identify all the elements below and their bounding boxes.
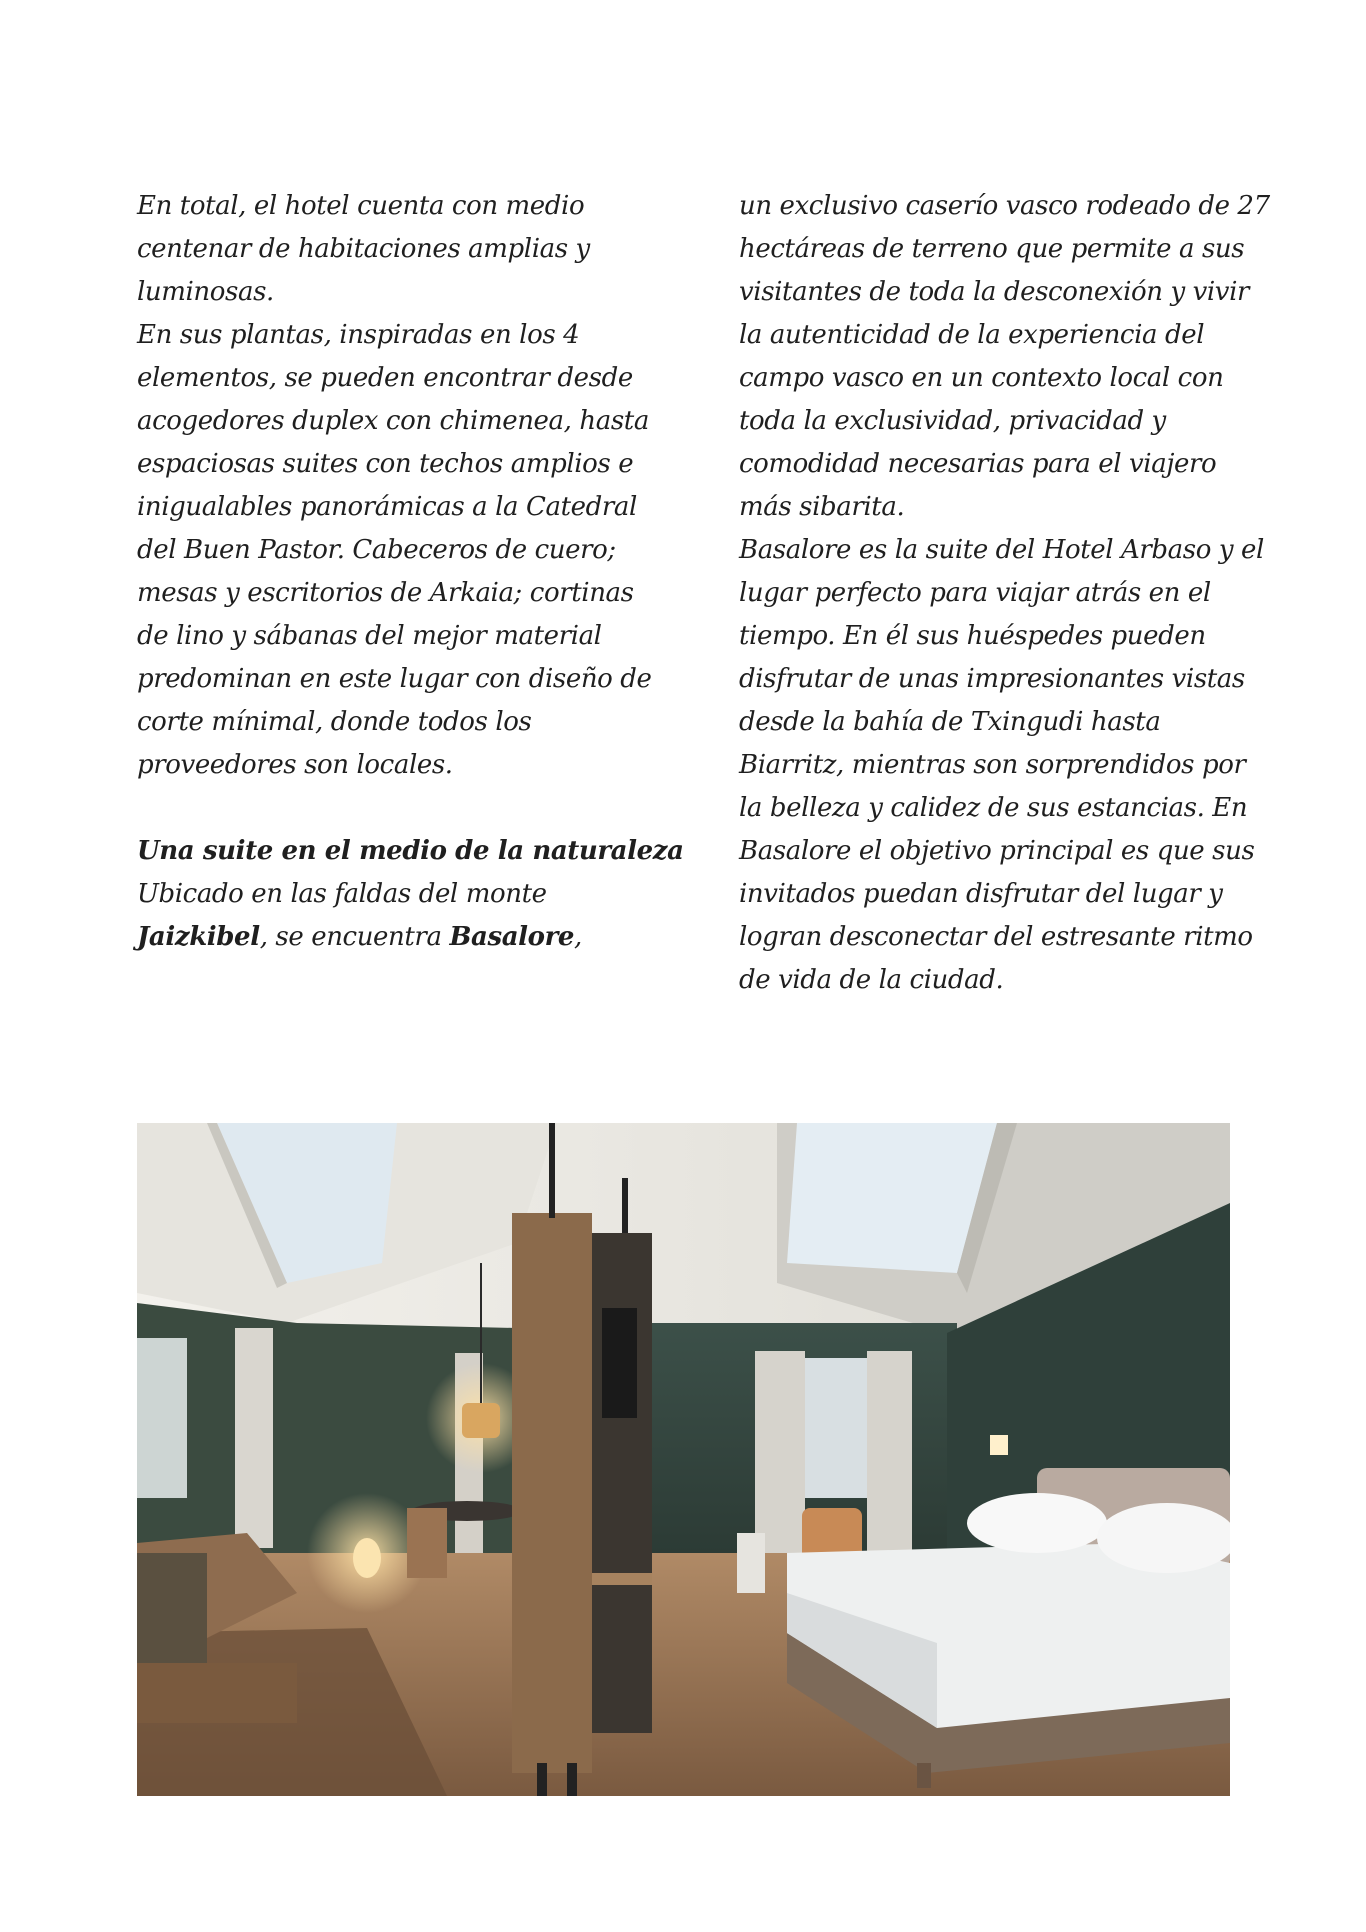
text-fragment: , [574,922,582,952]
text-line: Basalore el objetivo principal es que sus [739,836,1255,866]
curtain-left [235,1328,273,1548]
wall-lamp [990,1435,1008,1455]
armchair [137,1553,207,1663]
text-line: inigualables panorámicas a la Catedral [137,492,637,522]
divider-leg-left [537,1763,547,1796]
text-line: hectáreas de terreno que permite a sus [739,234,1245,264]
window-left [137,1338,187,1498]
text-line: tiempo. En él sus huéspedes pueden [739,621,1206,651]
text-line: toda la exclusividad, privacidad y [739,406,1166,436]
text-line: logran desconectar del estresante ritmo [739,922,1253,952]
tv-screen [602,1308,637,1418]
pendant-lamp [462,1403,500,1438]
intro-paragraph [137,185,647,314]
text-line: Biarritz, mientras son sorprendidos por [739,750,1246,780]
text-line: Ubicado en las faldas del monte [137,879,547,909]
suite-photo [137,1123,1230,1796]
suite-paragraph [739,529,1264,1002]
pillow-1 [967,1493,1107,1553]
text-line: del Buen Pastor. Cabeceros de cuero; [137,535,616,565]
text-line: espaciosas suites con techos amplios e [137,449,634,479]
basalore-intro-paragraph [137,873,647,959]
left-column [137,185,684,959]
floor-lamp [353,1538,381,1578]
suite-photo-illustration [137,1123,1230,1796]
text-line: de vida de la ciudad. [739,965,1004,995]
divider-panel-side [512,1213,592,1773]
section-heading: Una suite en el medio de la naturaleza [137,836,684,866]
text-line: En total, el hotel cuenta con medio [137,191,585,221]
text-line: corte mínimal, donde todos los [137,707,532,737]
caserio-paragraph [739,185,1270,529]
paragraph-spacer [137,787,647,830]
divider-shelf [592,1573,652,1585]
text-line: más sibarita. [739,492,905,522]
window-right [802,1358,867,1498]
text-fragment: , se encuentra [259,922,450,952]
text-line: la autenticidad de la experiencia del [739,320,1205,350]
text-line: proveedores son locales. [137,750,453,780]
curtain-right-b [867,1351,912,1566]
text-line: elementos, se pueden encontrar desde [137,363,633,393]
dining-chair [407,1508,447,1578]
text-line: lugar perfecto para viajar atrás en el [739,578,1211,608]
bed-leg [917,1763,931,1788]
text-line: disfrutar de unas impresionantes vistas [739,664,1245,694]
text-line: invitados puedan disfrutar del lugar y [739,879,1223,909]
side-table [737,1533,765,1593]
right-column [739,185,1270,1002]
text-line: campo vasco en un contexto local con [739,363,1224,393]
text-line: un exclusivo caserío vasco rodeado de 27 [739,191,1270,221]
text-line: En sus plantas, inspiradas en los 4 [137,320,580,350]
text-line: desde la bahía de Txingudi hasta [739,707,1161,737]
text-line: mesas y escritorios de Arkaia; cortinas [137,578,634,608]
text-line: la belleza y calidez de sus estancias. En [739,793,1248,823]
text-line: visitantes de toda la desconexión y vivir [739,277,1250,307]
text-line: comodidad necesarias para el viajero [739,449,1217,479]
jaizkibel-bold: Jaizkibel [137,922,260,952]
text-line: centenar de habitaciones amplias y [137,234,590,264]
text-line: luminosas. [137,277,274,307]
text-line: predominan en este lugar con diseño de [137,664,652,694]
divider-leg-right [567,1763,577,1796]
text-line [137,916,647,959]
basalore-bold: Basalore [449,922,575,952]
rooms-paragraph [137,314,652,787]
text-line: acogedores duplex con chimenea, hasta [137,406,649,436]
wood-bench [137,1663,297,1723]
text-line: Basalore es la suite del Hotel Arbaso y el [739,535,1264,565]
text-line: de lino y sábanas del mejor material [137,621,602,651]
